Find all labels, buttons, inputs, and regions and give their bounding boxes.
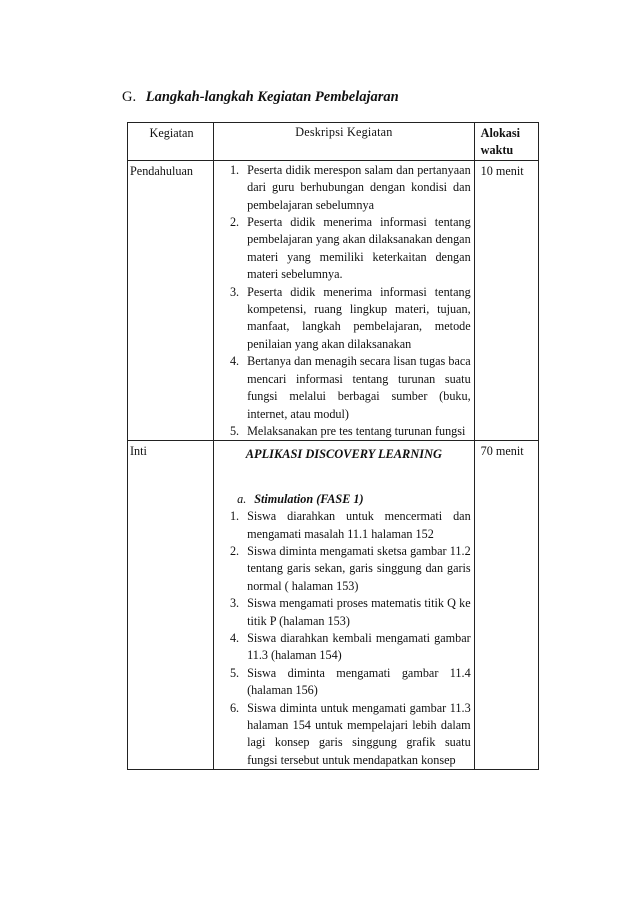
stimulation-marker: a. (237, 491, 247, 506)
list-item-number: 3. (229, 284, 240, 299)
list-item-number: 4. (229, 630, 240, 645)
list-item-text: Siswa diminta mengamati sketsa gambar 11.2 tentang garis sekan, garis singgung dan garis normal ( halaman 153) (247, 543, 471, 593)
list-item-text: Siswa diarahkan untuk mencermati dan mengamati masalah 11.1 halaman 152 (247, 509, 471, 541)
list-item-number: 3. (229, 596, 240, 611)
header-deskripsi: Deskripsi Kegiatan (214, 123, 475, 161)
inti-time: 70 menit (474, 441, 538, 770)
pendahuluan-label: Pendahuluan (128, 160, 214, 441)
list-item-text: Peserta didik merespon salam dan pertanyaan dari guru berhubungan dengan kondisi dan pembelajaran sebelumnya (247, 162, 471, 212)
list-item-number: 1. (229, 509, 240, 524)
list-item (217, 508, 471, 543)
inti-list (217, 508, 471, 769)
list-item-text: Siswa mengamati proses matematis titik Q ke titik P (halaman 153) (247, 596, 471, 628)
list-item-number: 4. (229, 354, 240, 369)
list-item-number: 2. (229, 543, 240, 558)
list-item-text: Siswa diminta mengamati gambar 11.4 (halaman 156) (247, 665, 471, 698)
stimulation-heading (217, 491, 471, 508)
list-item-number: 5. (229, 423, 240, 438)
section-title: Langkah-langkah Kegiatan Pembelajaran (145, 89, 399, 105)
list-item (217, 700, 471, 770)
list-item-text: Peserta didik menerima informasi tentang kompetensi, ruang lingkup materi, tujuan, manfaat, langkah pembelajaran, metode penilaian yang akan dilaksanakan (247, 284, 471, 351)
list-item (217, 162, 471, 214)
list-item-number: 5. (229, 665, 240, 680)
list-item (217, 630, 471, 665)
inti-title: APLIKASI DISCOVERY LEARNING (245, 447, 442, 462)
table-header-row (128, 123, 539, 161)
list-item-text: Bertanya dan menagih secara lisan tugas baca mencari informasi tentang turunan suatu fungsi melalui berbagai sumber (buku, internet, atau modul) (247, 354, 471, 421)
section-number: G. (122, 89, 137, 105)
pendahuluan-list (217, 162, 471, 441)
list-item (217, 423, 471, 440)
inti-description (214, 441, 475, 770)
list-item-text: Siswa diminta untuk mengamati gambar 11.3 halaman 154 untuk mempelajari lebih dalam lagi konsep garis singgung grafik suatu fungsi tersebut untuk mendapatkan konsep (247, 700, 471, 767)
list-item (217, 595, 471, 630)
list-item-number: 2. (229, 215, 240, 230)
header-alokasi: Alokasi waktu (474, 123, 538, 161)
pendahuluan-time: 10 menit (474, 160, 538, 441)
list-item (217, 284, 471, 354)
list-item (217, 353, 471, 423)
stimulation-label: Stimulation (FASE 1) (254, 491, 364, 506)
list-item-text: Siswa diarahkan kembali mengamati gambar 11.3 (halaman 154) (247, 630, 471, 663)
pendahuluan-description (214, 160, 475, 441)
list-item-text: Melaksanakan pre tes tentang turunan fungsi (247, 423, 466, 438)
list-item (217, 214, 471, 284)
inti-label: Inti (128, 441, 214, 770)
list-item (217, 543, 471, 595)
header-kegiatan: Kegiatan (128, 123, 214, 161)
table-row-pendahuluan (128, 160, 539, 441)
list-item-text: Peserta didik menerima informasi tentang pembelajaran yang akan dilaksanakan dengan materi yang memiliki keterkaitan dengan materi sebelumnya. (247, 215, 471, 282)
section-heading (122, 89, 399, 106)
table-row-inti (128, 441, 539, 770)
list-item (217, 665, 471, 700)
learning-activities-table (127, 122, 539, 770)
list-item-number: 1. (229, 162, 240, 177)
list-item-number: 6. (229, 700, 240, 715)
